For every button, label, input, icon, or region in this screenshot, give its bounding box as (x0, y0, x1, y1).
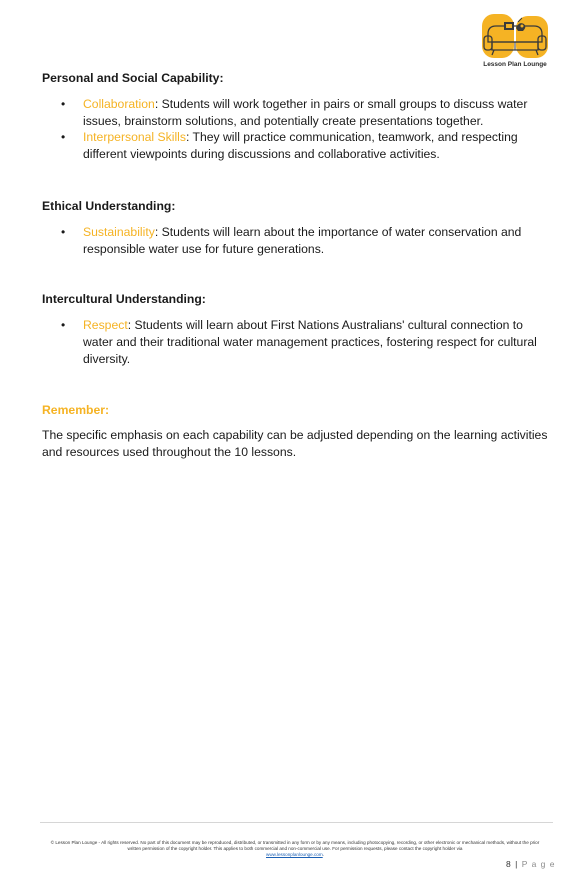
item-text: : Students will learn about the importance of water conservation and responsible water use for future generations. (83, 224, 522, 256)
website-link[interactable]: www.lessonplanlounge.com (266, 852, 323, 857)
item-text: : Students will learn about First Nations Australians' cultural connection to water and their traditional water management practices, fostering respect for cultural diversity. (83, 318, 537, 366)
term-respect: Respect (83, 318, 128, 333)
page-label: P a g e (521, 859, 556, 869)
footer-copyright (44, 840, 546, 858)
ethical-list (42, 224, 552, 258)
bullet-icon: • (61, 318, 66, 333)
link-suffix: . (322, 852, 324, 857)
bullet-icon: • (61, 96, 66, 111)
personal-social-list (42, 96, 552, 163)
list-item (42, 224, 552, 258)
main-content (42, 70, 552, 461)
ethical-heading: Ethical Understanding: (42, 198, 176, 213)
page-number-value: 8 (506, 859, 512, 869)
item-text: : They will practice communication, teamwork, and respecting different viewpoints during discussions and collaborative activities. (83, 130, 518, 162)
remember-text: The specific emphasis on each capability can be adjusted depending on the learning activities and resources used throughout the 10 lessons. (42, 428, 548, 460)
intercultural-section (42, 291, 552, 367)
intercultural-heading: Intercultural Understanding: (42, 292, 206, 307)
bullet-icon: • (61, 130, 66, 145)
copyright-text: © Lesson Plan Lounge - All rights reserved. No part of this document may be reproduced, distributed, or transmitted in any form or by any means, including photocopying, recording, or other electronic or mechanical methods, without the prior written permission of the copyright holder. This applies to both commercial and non-commercial use. For permission requests, please contact the copyright holder via (50, 840, 540, 851)
list-item (42, 129, 552, 163)
term-interpersonal-skills: Interpersonal Skills (83, 130, 186, 145)
item-text: : Students will work together in pairs or small groups to discuss water issues, brainstorm solutions, and potentially create presentations together. (83, 96, 528, 128)
logo-text: Lesson Plan Lounge (483, 61, 547, 68)
personal-social-heading: Personal and Social Capability: (42, 71, 224, 85)
list-item (42, 96, 552, 130)
remember-heading: Remember: (42, 402, 110, 417)
list-item (42, 317, 552, 367)
personal-social-section (42, 70, 552, 163)
page-number (506, 859, 556, 869)
sofa-logo-icon (478, 12, 552, 62)
intercultural-list (42, 317, 552, 367)
footer-divider (40, 822, 553, 823)
bullet-icon: • (61, 224, 66, 239)
ethical-section (42, 198, 552, 257)
remember-section (42, 402, 552, 461)
term-sustainability: Sustainability (83, 224, 155, 239)
page-separator: | (515, 859, 519, 869)
term-collaboration: Collaboration (83, 96, 155, 111)
lesson-plan-lounge-logo (478, 12, 552, 74)
